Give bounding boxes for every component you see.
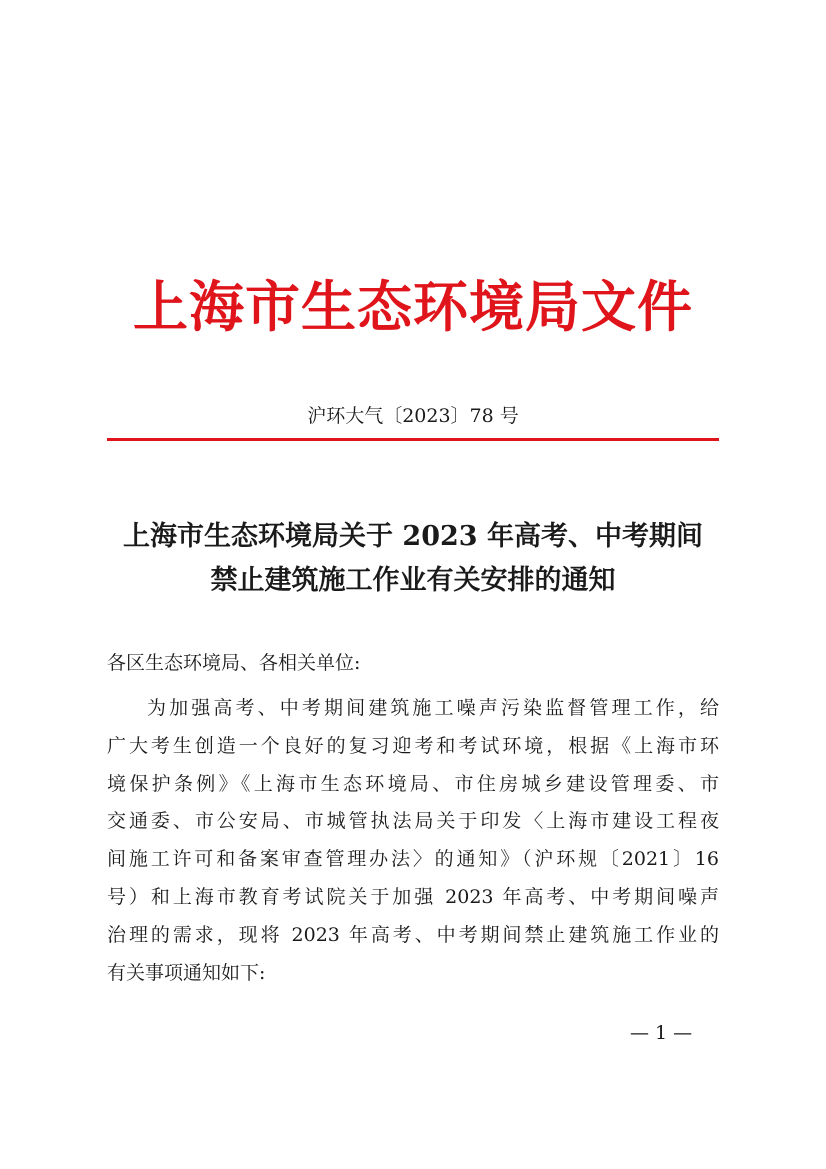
body-line: 为加强高考、中考期间建筑施工噪声污染监督管理工作，给 (147, 697, 719, 719)
masthead-title: 上海市生态环境局文件 (132, 274, 693, 339)
notice-title-line-2: 禁止建筑施工作业有关安排的通知 (210, 565, 616, 596)
body-paragraph (107, 690, 719, 992)
red-divider-line (107, 438, 719, 441)
body-line: 有关事项通知如下: (107, 961, 266, 984)
page-number: — 1 — (630, 1022, 693, 1044)
body-line: 治理的需求，现将 2023 年高考、中考期间禁止建筑施工作业的 (107, 923, 719, 946)
body-line: 间施工许可和备案审查管理办法〉的通知》（沪环规〔2021〕16 (107, 848, 719, 871)
body-line: 交通委、市公安局、市城管执法局关于印发〈上海市建设工程夜 (107, 810, 719, 833)
body-line: 号）和上海市教育考试院关于加强 2023 年高考、中考期间噪声 (107, 885, 719, 908)
document-number: 沪环大气〔2023〕78 号 (307, 405, 519, 427)
salutation: 各区生态环境局、各相关单位: (107, 652, 361, 674)
notice-title (90, 515, 736, 603)
body-line: 广大考生创造一个良好的复习迎考和考试环境，根据《上海市环 (107, 734, 719, 757)
body-line: 境保护条例》《上海市生态环境局、市住房城乡建设管理委、市 (107, 772, 719, 795)
notice-title-line-1: 上海市生态环境局关于 2023 年高考、中考期间 (123, 521, 703, 552)
